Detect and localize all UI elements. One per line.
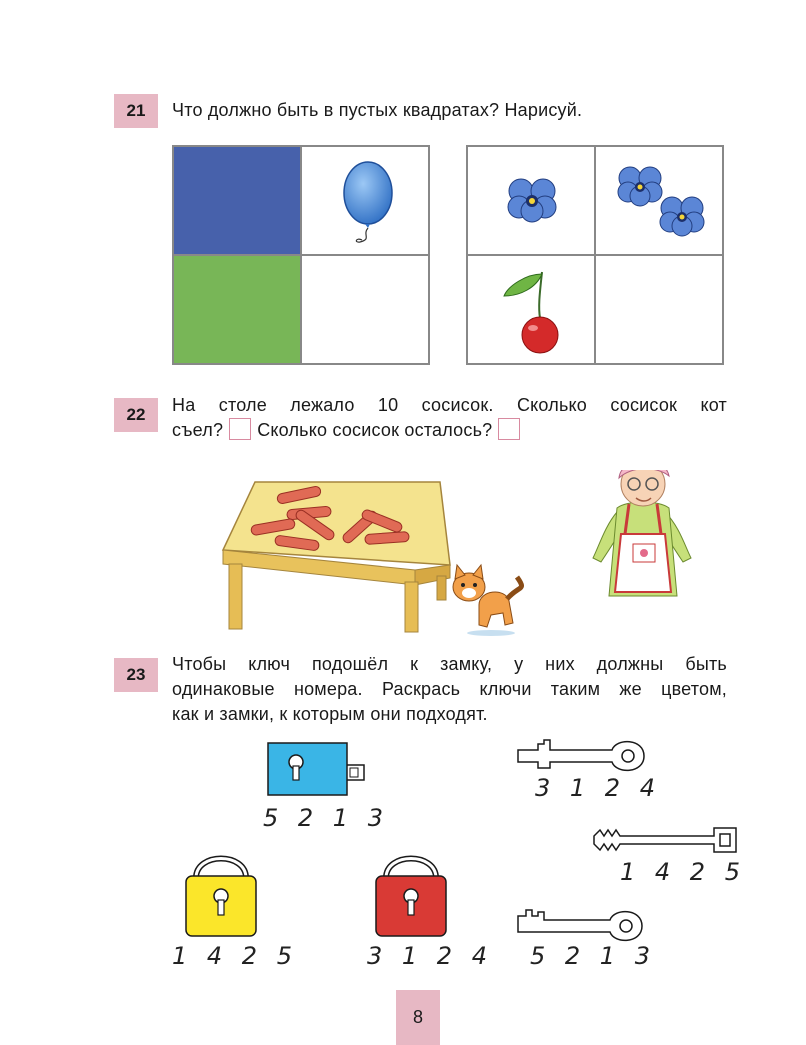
lock-red-code: 3 1 2 4 (367, 942, 493, 970)
task-23-number: 23 (114, 658, 158, 692)
key-3-code: 5 2 1 3 (530, 942, 656, 970)
task-22-text (172, 393, 727, 443)
answer-box-left[interactable] (498, 418, 520, 440)
task-21-number: 21 (114, 94, 158, 128)
task-23-text (172, 652, 727, 727)
key-2 (590, 824, 740, 858)
key-3 (512, 906, 652, 946)
blue-square (173, 146, 301, 255)
key-2-code: 1 4 2 5 (620, 858, 746, 886)
lock-yellow-code: 1 4 2 5 (172, 942, 298, 970)
lock-yellow (180, 848, 264, 940)
task-23-line-1: Чтобы ключ подошёл к замку, у них должны быть (172, 654, 727, 674)
cherry-cell (467, 255, 595, 364)
task-22-line-1: На столе лежало 10 сосисок. Сколько сосисок кот (172, 395, 727, 415)
pattern-grid-colors (172, 145, 430, 365)
question-eaten: съел? (172, 420, 224, 440)
task-23-line-3: как и замки, к которым они подходят. (172, 704, 488, 724)
task-23-line-2: одинаковые номера. Раскрась ключи таким же цветом, (172, 679, 727, 699)
task-22-line-2 (172, 418, 727, 443)
illustration-table-cat-grandma (215, 470, 715, 640)
question-left: Сколько сосисок осталось? (257, 420, 493, 440)
table-illustration (223, 482, 450, 632)
balloon-icon (302, 147, 430, 256)
lock-blue (262, 740, 372, 800)
green-square (173, 255, 301, 364)
empty-square-2[interactable] (595, 255, 723, 364)
grandmother-illustration (593, 470, 691, 596)
task-21-text: Что должно быть в пустых квадратах? Нарисуй. (172, 100, 583, 120)
empty-square-1[interactable] (301, 255, 429, 364)
key-1 (512, 736, 652, 776)
balloon-cell (301, 146, 429, 255)
lock-red (370, 848, 454, 940)
answer-box-eaten[interactable] (229, 418, 251, 440)
pattern-grid-objects (466, 145, 724, 365)
task-22-number: 22 (114, 398, 158, 432)
two-flowers-cell (595, 146, 723, 255)
two-flowers-icon (596, 147, 724, 256)
cat-illustration (453, 565, 522, 636)
key-1-code: 3 1 2 4 (535, 774, 661, 802)
cherry-icon (468, 256, 596, 365)
one-flower-cell (467, 146, 595, 255)
flower-icon (468, 147, 596, 256)
page-number: 8 (396, 990, 440, 1045)
lock-blue-code: 5 2 1 3 (263, 804, 389, 832)
